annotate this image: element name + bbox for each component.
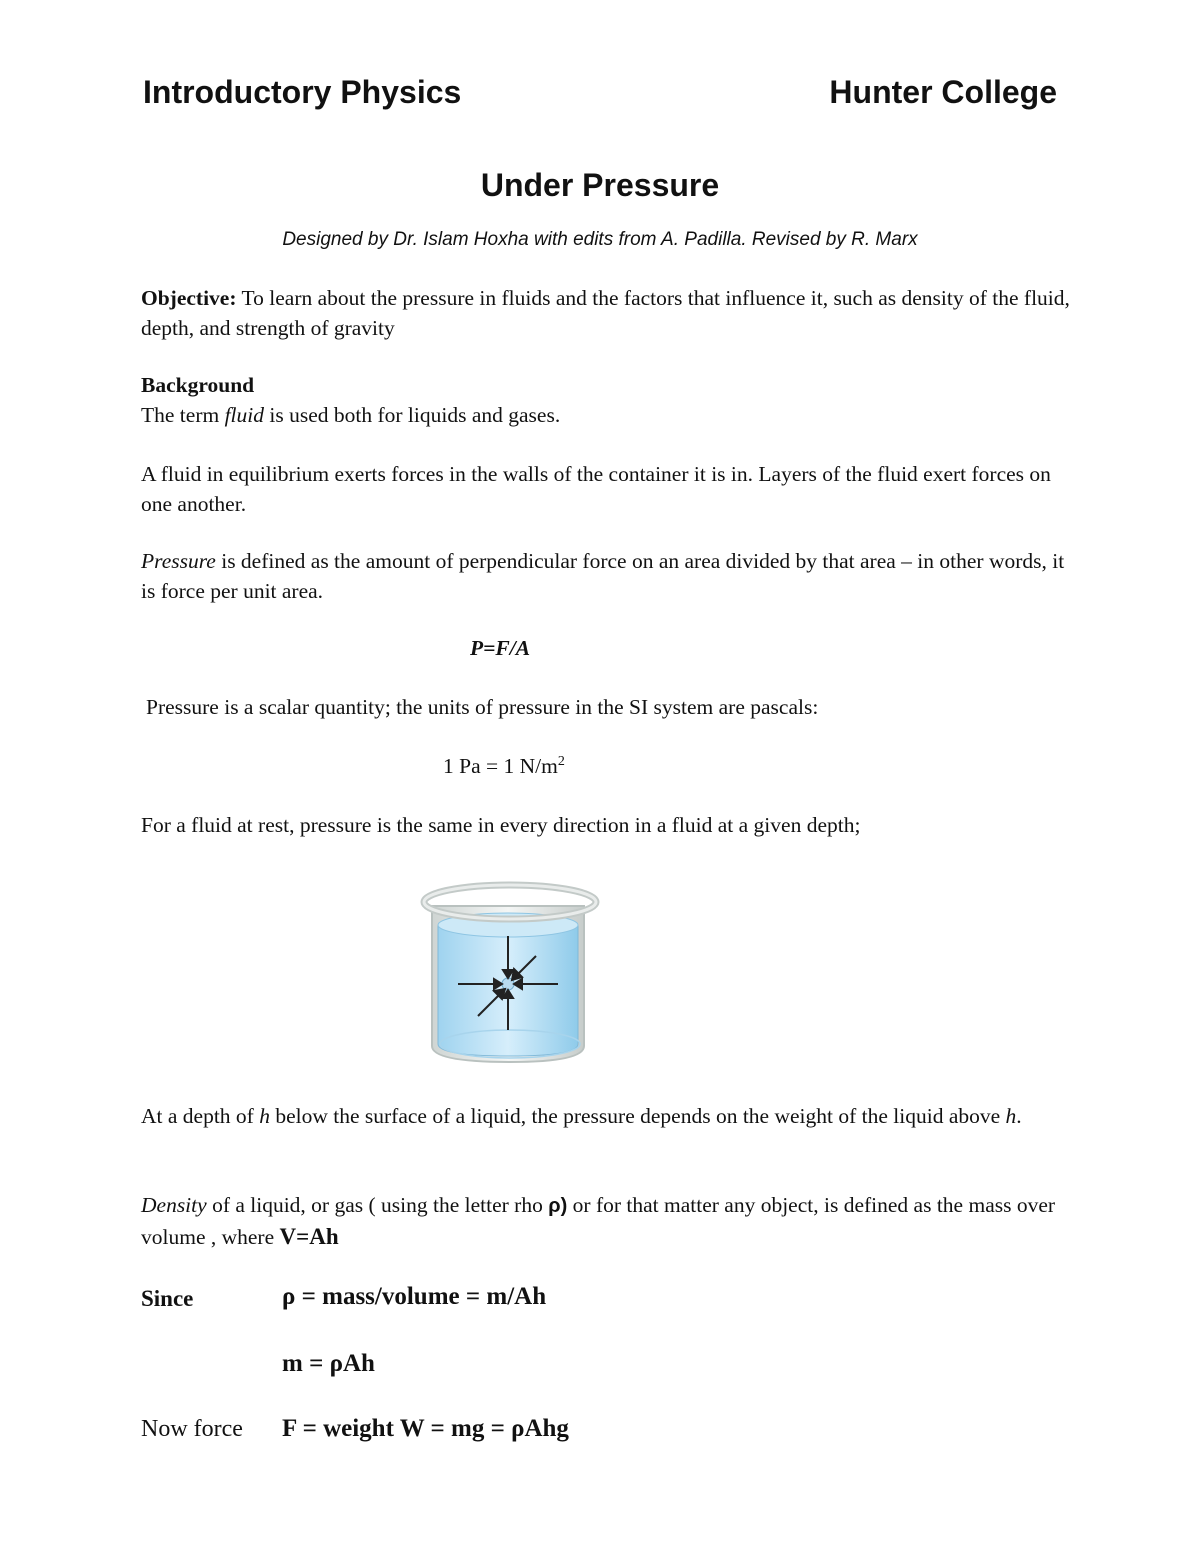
scalar-paragraph: Pressure is a scalar quantity; the units of pressure in the SI system are pascals: bbox=[146, 695, 819, 719]
density-post: or for that matter any object, is defined as the mass over volume , where bbox=[141, 1193, 1056, 1249]
fluid-pre: The term bbox=[141, 403, 225, 427]
since-label: Since bbox=[141, 1286, 194, 1311]
course-title: Introductory Physics bbox=[143, 74, 462, 110]
at-rest-paragraph: For a fluid at rest, pressure is the same in every direction in a fluid at a given depth; bbox=[141, 813, 861, 837]
institution-name: Hunter College bbox=[829, 74, 1057, 110]
objective-label: Objective: bbox=[141, 286, 237, 310]
equilibrium-paragraph: A fluid in equilibrium exerts forces in the walls of the container it is in. Layers of the fluid exert forces on one another. bbox=[141, 462, 1051, 516]
beaker-icon bbox=[418, 876, 602, 1070]
units-exponent: 2 bbox=[557, 754, 565, 769]
depth-h: h bbox=[259, 1104, 270, 1128]
volume-equation: V=Ah bbox=[279, 1223, 339, 1249]
depth-pre: At a depth of bbox=[141, 1104, 260, 1128]
mass-equation: m = ρAh bbox=[282, 1350, 375, 1377]
background-heading: Background bbox=[141, 373, 255, 397]
pressure-def: is defined as the amount of perpendicular force on an area divided by that area – in other words, it is force per unit area. bbox=[141, 549, 1065, 603]
density-term: Density bbox=[141, 1193, 207, 1217]
objective-text: To learn about the pressure in fluids and the factors that influence it, such as density of the fluid, depth, and strength of gravity bbox=[141, 286, 1070, 340]
pressure-definition bbox=[141, 547, 1071, 606]
density-paragraph bbox=[141, 1191, 1071, 1252]
pressure-term: Pressure bbox=[141, 549, 216, 573]
fluid-post: is used both for liquids and gases. bbox=[264, 403, 561, 427]
depth-paragraph bbox=[141, 1102, 1071, 1132]
force-label: Now force bbox=[141, 1416, 243, 1442]
page-title: Under Pressure bbox=[480, 167, 720, 203]
objective-paragraph bbox=[141, 284, 1071, 343]
units-base: 1 Pa = 1 N/m bbox=[443, 754, 558, 779]
force-equation: F = weight W = mg = ρAhg bbox=[282, 1415, 569, 1442]
fluid-term: fluid bbox=[224, 403, 264, 427]
fluid-definition bbox=[141, 401, 1071, 431]
pressure-formula: P=F/A bbox=[470, 636, 531, 660]
density-equation: ρ = mass/volume = m/Ah bbox=[282, 1283, 547, 1310]
depth-end: . bbox=[1016, 1104, 1022, 1128]
byline: Designed by Dr. Islam Hoxha with edits from A. Padilla. Revised by R. Marx bbox=[282, 229, 918, 250]
density-mid: of a liquid, or gas ( using the letter rho bbox=[206, 1193, 549, 1217]
rho-symbol: ρ) bbox=[548, 1195, 568, 1217]
depth-h-second: h bbox=[1005, 1104, 1017, 1128]
pascal-units bbox=[443, 754, 565, 779]
depth-mid: below the surface of a liquid, the pressure depends on the weight of the liquid above bbox=[269, 1104, 1006, 1128]
beaker-illustration bbox=[418, 876, 602, 1070]
